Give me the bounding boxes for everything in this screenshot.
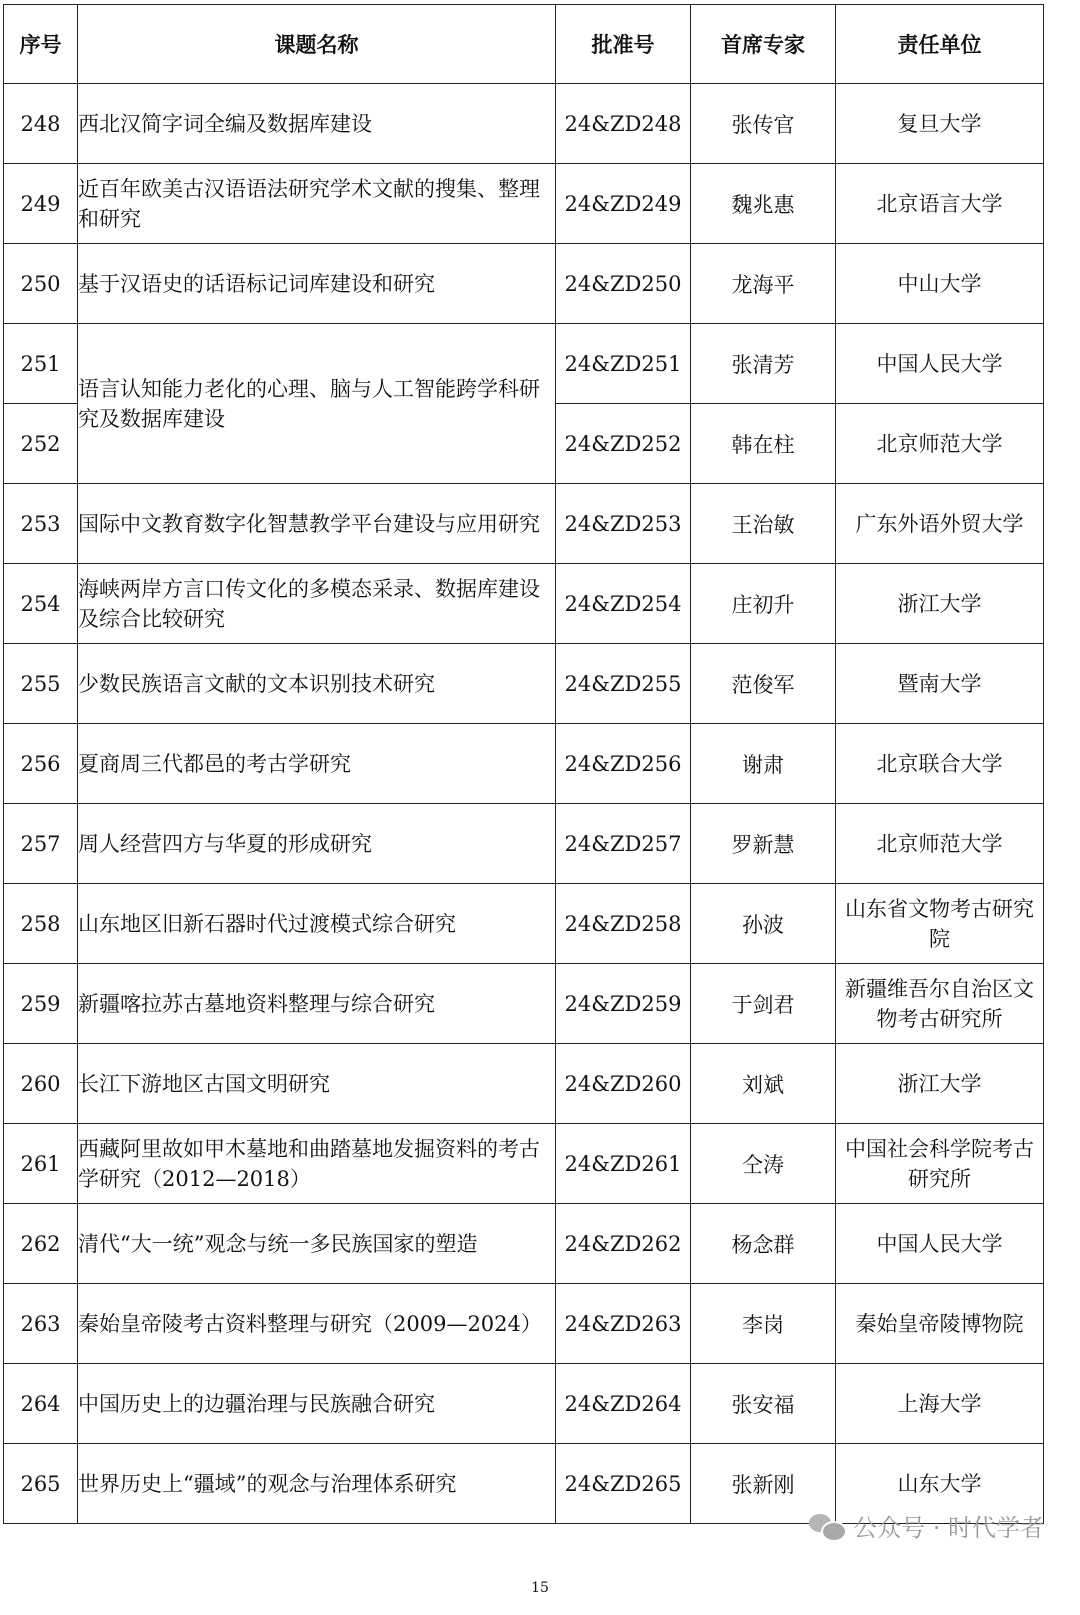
row-title: 新疆喀拉苏古墓地资料整理与综合研究 [78,964,556,1044]
row-num: 255 [4,644,78,724]
row-code: 24&ZD258 [556,884,691,964]
row-title: 基于汉语史的话语标记词库建设和研究 [78,244,556,324]
row-expert: 孙波 [691,884,836,964]
row-title: 西北汉简字词全编及数据库建设 [78,84,556,164]
wechat-icon [809,1512,845,1540]
row-code: 24&ZD259 [556,964,691,1044]
row-code: 24&ZD265 [556,1444,691,1524]
table-row [4,964,1044,1044]
table-row [4,484,1044,564]
row-expert: 龙海平 [691,244,836,324]
row-code: 24&ZD264 [556,1364,691,1444]
table-row [4,324,1044,404]
watermark [809,1508,1044,1543]
row-expert: 魏兆惠 [691,164,836,244]
row-code: 24&ZD253 [556,484,691,564]
table-row [4,1364,1044,1444]
row-unit: 中国人民大学 [836,1204,1044,1284]
table-row [4,1124,1044,1204]
row-code: 24&ZD260 [556,1044,691,1124]
row-unit: 浙江大学 [836,1044,1044,1124]
row-num: 259 [4,964,78,1044]
row-title: 西藏阿里故如甲木墓地和曲踏墓地发掘资料的考古学研究（2012—2018） [78,1124,556,1204]
row-title: 近百年欧美古汉语语法研究学术文献的搜集、整理和研究 [78,164,556,244]
header-title: 课题名称 [78,5,556,84]
row-unit: 中国人民大学 [836,324,1044,404]
row-unit: 中山大学 [836,244,1044,324]
row-code: 24&ZD250 [556,244,691,324]
row-code: 24&ZD261 [556,1124,691,1204]
row-num: 256 [4,724,78,804]
row-num: 252 [4,404,78,484]
row-num: 258 [4,884,78,964]
row-code: 24&ZD251 [556,324,691,404]
row-expert: 张清芳 [691,324,836,404]
project-table [3,4,1044,1524]
row-expert: 张安福 [691,1364,836,1444]
row-unit: 北京师范大学 [836,404,1044,484]
row-unit: 山东大学 [836,1444,1044,1524]
row-unit: 山东省文物考古研究院 [836,884,1044,964]
page-number: 15 [531,1580,549,1596]
row-expert: 于剑君 [691,964,836,1044]
row-num: 251 [4,324,78,404]
row-title: 国际中文教育数字化智慧教学平台建设与应用研究 [78,484,556,564]
table-row [4,884,1044,964]
row-code: 24&ZD257 [556,804,691,884]
row-title: 秦始皇帝陵考古资料整理与研究（2009—2024） [78,1284,556,1364]
row-code: 24&ZD256 [556,724,691,804]
header-expert: 首席专家 [691,5,836,84]
row-expert: 谢肃 [691,724,836,804]
row-num: 257 [4,804,78,884]
row-code: 24&ZD262 [556,1204,691,1284]
table-header-row [4,5,1044,84]
table-row [4,164,1044,244]
row-unit: 北京语言大学 [836,164,1044,244]
header-num: 序号 [4,5,78,84]
row-unit: 中国社会科学院考古研究所 [836,1124,1044,1204]
row-expert: 刘斌 [691,1044,836,1124]
row-num: 248 [4,84,78,164]
table-row [4,84,1044,164]
row-expert: 仝涛 [691,1124,836,1204]
table-row [4,244,1044,324]
row-unit: 上海大学 [836,1364,1044,1444]
row-expert: 范俊军 [691,644,836,724]
row-title: 海峡两岸方言口传文化的多模态采录、数据库建设及综合比较研究 [78,564,556,644]
row-num: 260 [4,1044,78,1124]
row-expert: 杨念群 [691,1204,836,1284]
row-title: 夏商周三代都邑的考古学研究 [78,724,556,804]
row-unit: 新疆维吾尔自治区文物考古研究所 [836,964,1044,1044]
table-row [4,1204,1044,1284]
row-num: 254 [4,564,78,644]
row-code: 24&ZD254 [556,564,691,644]
row-expert: 张新刚 [691,1444,836,1524]
row-unit: 秦始皇帝陵博物院 [836,1284,1044,1364]
row-num: 250 [4,244,78,324]
row-unit: 北京师范大学 [836,804,1044,884]
row-unit: 复旦大学 [836,84,1044,164]
row-num: 253 [4,484,78,564]
row-num: 262 [4,1204,78,1284]
row-unit: 广东外语外贸大学 [836,484,1044,564]
row-expert: 韩在柱 [691,404,836,484]
row-title: 中国历史上的边疆治理与民族融合研究 [78,1364,556,1444]
table-row [4,644,1044,724]
table-row [4,804,1044,884]
watermark-text: 公众号 · 时代学者 [853,1514,1044,1542]
row-code: 24&ZD263 [556,1284,691,1364]
row-title: 周人经营四方与华夏的形成研究 [78,804,556,884]
row-unit: 北京联合大学 [836,724,1044,804]
row-num: 261 [4,1124,78,1204]
table-row [4,1044,1044,1124]
row-num: 249 [4,164,78,244]
table-row [4,564,1044,644]
row-expert: 庄初升 [691,564,836,644]
row-expert: 张传官 [691,84,836,164]
row-title: 长江下游地区古国文明研究 [78,1044,556,1124]
row-code: 24&ZD248 [556,84,691,164]
table-row [4,724,1044,804]
header-unit: 责任单位 [836,5,1044,84]
row-expert: 李岗 [691,1284,836,1364]
row-code: 24&ZD255 [556,644,691,724]
header-code: 批准号 [556,5,691,84]
row-title-merged: 语言认知能力老化的心理、脑与人工智能跨学科研究及数据库建设 [78,324,556,484]
row-num: 263 [4,1284,78,1364]
row-expert: 罗新慧 [691,804,836,884]
row-expert: 王治敏 [691,484,836,564]
row-title: 清代“大一统”观念与统一多民族国家的塑造 [78,1204,556,1284]
row-unit: 浙江大学 [836,564,1044,644]
row-title: 世界历史上“疆域”的观念与治理体系研究 [78,1444,556,1524]
row-unit: 暨南大学 [836,644,1044,724]
row-num: 265 [4,1444,78,1524]
row-title: 山东地区旧新石器时代过渡模式综合研究 [78,884,556,964]
table-row [4,1284,1044,1364]
row-code: 24&ZD249 [556,164,691,244]
row-title: 少数民族语言文献的文本识别技术研究 [78,644,556,724]
row-code: 24&ZD252 [556,404,691,484]
row-num: 264 [4,1364,78,1444]
